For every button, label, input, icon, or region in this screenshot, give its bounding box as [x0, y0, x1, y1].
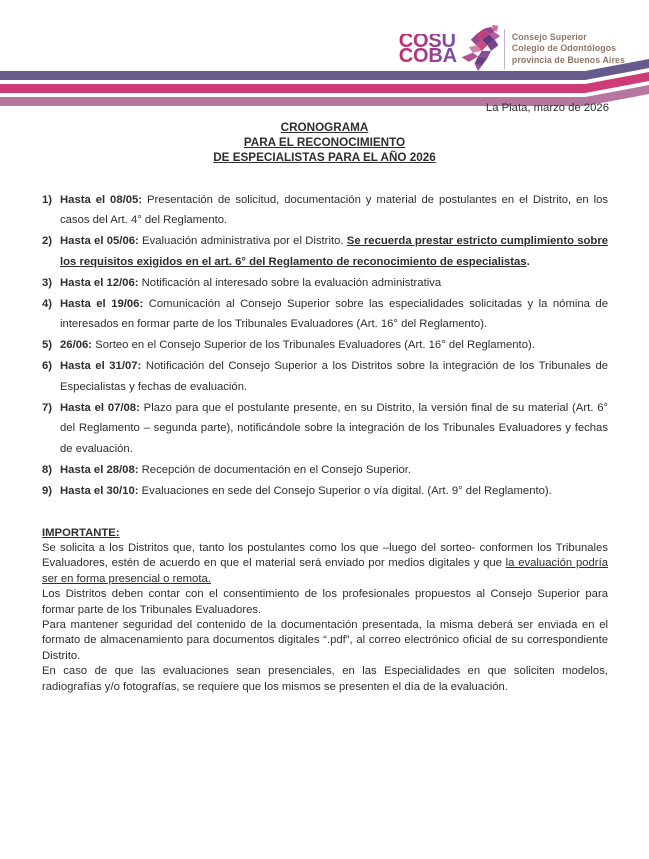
schedule-item-6	[42, 356, 608, 398]
item-lead: Hasta el 07/08:	[60, 401, 140, 414]
item-number: 5)	[42, 339, 53, 352]
item-body: Evaluaciones en sede del Consejo Superior o vía digital. (Art. 9° del Reglamento).	[138, 484, 552, 497]
item-number: 2)	[42, 235, 53, 248]
item-body: Notificación del Consejo Superior a los Distritos sobre la integración de los Tribunales de Especialistas y fechas de evaluación.	[60, 359, 609, 393]
item-lead: Hasta el 28/08:	[60, 463, 139, 476]
schedule-item-8	[42, 460, 608, 481]
item-tail: .	[526, 256, 530, 268]
important-paragraph-3	[42, 618, 608, 664]
important-section	[42, 526, 608, 695]
item-lead: Hasta el 12/06:	[60, 276, 139, 289]
important-paragraph-4	[42, 664, 608, 695]
item-body: Presentación de solicitud, documentación y material de postulantes en el Distrito, en los casos del Art. 4° del Reglamento.	[60, 193, 609, 227]
item-lead: Hasta el 31/07:	[60, 359, 142, 372]
item-body: Sorteo en el Consejo Superior de los Tribunales Evaluadores (Art. 16° del Reglamento).	[92, 339, 535, 352]
item-body: Notificación al interesado sobre la evaluación administrativa	[138, 276, 442, 289]
paragraph-text: Los Distritos deben contar con el consentimiento de los profesionales propuestos al Consejo Superior para formar parte de los Tribunales Evaluadores.	[42, 588, 608, 616]
important-paragraph-2	[42, 587, 608, 618]
item-body: Comunicación al Consejo Superior sobre las especialidades solicitadas y la nómina de interesados en formar parte de los Tribunales Evaluadores (Art. 16° del Reglamento).	[60, 297, 608, 331]
item-number: 1)	[42, 193, 53, 206]
item-body: Recepción de documentación en el Consejo Superior.	[138, 463, 412, 476]
paragraph-underlined-text: la evaluación podría ser en forma presencial o remota.	[42, 557, 608, 585]
item-body: Evaluación administrativa por el Distrito.	[138, 235, 347, 248]
logo-wordmark-top: COSU	[398, 29, 456, 52]
schedule-item-1	[42, 190, 608, 232]
schedule-item-7	[42, 398, 608, 460]
schedule-item-2	[42, 231, 608, 273]
title-line-1: CRONOGRAMA	[280, 121, 369, 134]
important-paragraph-1	[42, 541, 608, 587]
item-lead: Hasta el 05/06:	[60, 235, 139, 248]
item-lead: 26/06:	[60, 339, 93, 352]
item-lead: Hasta el 30/10:	[60, 484, 139, 497]
item-number: 6)	[42, 359, 53, 372]
logo-wordmark-bottom: COBA	[398, 45, 457, 67]
item-number: 7)	[42, 401, 53, 414]
org-line-1: Consejo Superior	[511, 31, 587, 42]
item-lead: Hasta el 08/05:	[60, 193, 143, 206]
schedule-item-5	[42, 335, 608, 356]
item-number: 3)	[42, 276, 53, 289]
org-line-2: Colegio de Odontólogos	[511, 43, 617, 54]
item-number: 8)	[42, 463, 53, 476]
schedule-item-3	[42, 273, 608, 294]
paragraph-text: Para mantener seguridad del contenido de la documentación presentada, la misma deberá ser enviada en el formato de almacenamiento para documentos digitales “.pdf”, al correo electrónico oficial de su correspondiente Distrito.	[42, 619, 608, 662]
paragraph-text: En caso de que las evaluaciones sean presenciales, en las Especialidades en que soliciten modelos, radiografías y/o fotografías, se requiere que los mismos se presenten el día de la evaluación.	[42, 665, 608, 693]
item-number: 4)	[42, 297, 53, 310]
item-body: Plazo para que el postulante presente, en su Distrito, la versión final de su material (Art. 6° del Reglamento – segunda parte), notificándole sobre la integración de los Tribunales Evaluadores y fechas de evaluación.	[60, 401, 608, 456]
item-emphasis: Se recuerda prestar estricto cumplimiento sobre los requisitos exigidos en el art. 6° del Reglamento de reconocimiento de especialistas	[60, 235, 609, 268]
title-line-2: PARA EL RECONOCIMIENTO	[243, 136, 406, 150]
important-heading: IMPORTANTE:	[42, 526, 120, 539]
schedule-list	[42, 190, 608, 502]
schedule-item-9	[42, 481, 608, 502]
item-lead: Hasta el 19/06:	[60, 297, 144, 310]
date-line: La Plata, marzo de 2026	[485, 102, 609, 114]
document-title	[0, 120, 649, 166]
title-line-3: DE ESPECIALISTAS PARA EL AÑO 2026	[213, 151, 436, 165]
schedule-item-4	[42, 294, 608, 336]
paragraph-text: Se solicita a los Distritos que, tanto los postulantes como los que –luego del sorteo- conformen los Tribunales Evaluadores, estén de acuerdo en que el material será enviado por medios digitales y que	[42, 541, 608, 570]
item-number: 9)	[42, 484, 53, 497]
org-line-3: provincia de Buenos Aires	[511, 54, 625, 65]
